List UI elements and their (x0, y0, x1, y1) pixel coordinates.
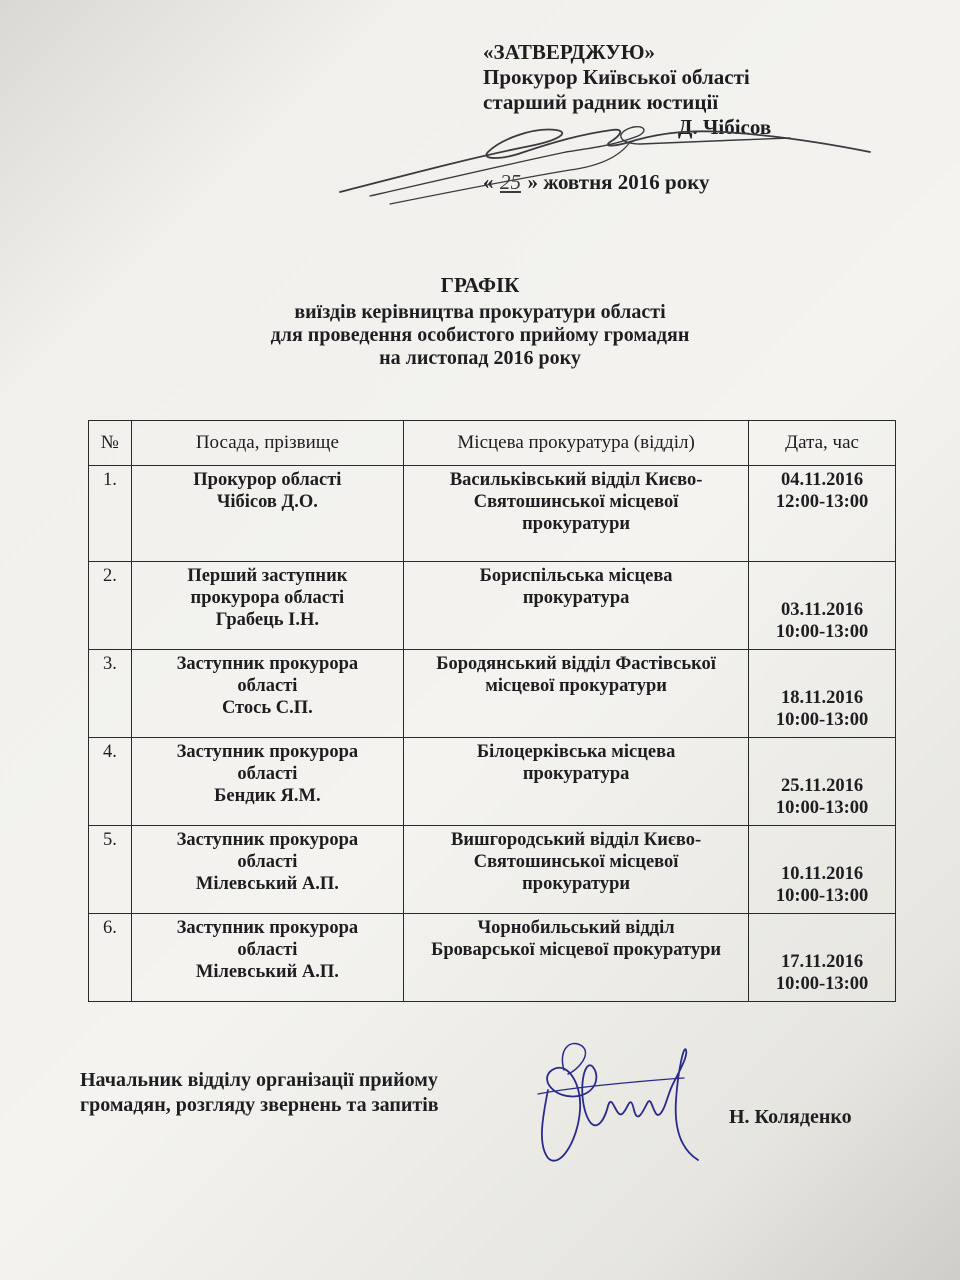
approver-signature (320, 100, 880, 210)
approval-rank: старший радник юстиції (483, 90, 719, 114)
approval-date: « 25 » жовтня 2016 року (483, 170, 710, 194)
row-office: Васильківський відділ Києво- Святошинської місцевої прокуратури (404, 466, 749, 562)
header-date: Дата, час (749, 421, 896, 466)
table-row (89, 826, 896, 914)
title-block (0, 274, 960, 370)
row-datetime: 04.11.2016 12:00-13:00 (749, 466, 896, 562)
footer-signer-name: Н. Коляденко (729, 1106, 852, 1128)
footer-block (80, 1068, 439, 1118)
row-position: Заступник прокурора області Мілевський А.П. (131, 826, 403, 914)
row-office: Бориспільська місцева прокуратура (404, 562, 749, 650)
table-row (89, 650, 896, 738)
approval-date-day: 25 (500, 170, 521, 194)
approval-stamp: «ЗАТВЕРДЖУЮ» (483, 40, 655, 64)
table-row (89, 738, 896, 826)
footer-title-line-1: Начальник відділу організації прийому (80, 1069, 438, 1091)
footer-title-line-2: громадян, розгляду звернень та запитів (80, 1094, 439, 1116)
title-line-3: на листопад 2016 року (379, 347, 581, 369)
row-datetime: 17.11.2016 10:00-13:00 (749, 914, 896, 1002)
header-office: Місцева прокуратура (відділ) (404, 421, 749, 466)
header-position: Посада, прізвище (131, 421, 403, 466)
row-number: 2. (89, 562, 132, 650)
row-office: Бородянський відділ Фастівської місцевої прокуратури (404, 650, 749, 738)
row-number: 4. (89, 738, 132, 826)
header-number: № (89, 421, 132, 466)
row-datetime: 25.11.2016 10:00-13:00 (749, 738, 896, 826)
row-position: Заступник прокурора області Стось С.П. (131, 650, 403, 738)
table-row (89, 562, 896, 650)
row-office: Вишгородський відділ Києво- Святошинської місцевої прокуратури (404, 826, 749, 914)
row-datetime: 03.11.2016 10:00-13:00 (749, 562, 896, 650)
title-line-2: для проведення особистого прийому громадян (270, 324, 690, 346)
row-position: Заступник прокурора області Мілевський А.П. (131, 914, 403, 1002)
row-position: Заступник прокурора області Бендик Я.М. (131, 738, 403, 826)
table-row (89, 466, 896, 562)
approval-position: Прокурор Київської області (483, 65, 750, 89)
head-signature (508, 1030, 708, 1170)
row-position: Прокурор області Чібісов Д.О. (131, 466, 403, 562)
row-number: 3. (89, 650, 132, 738)
document-title: ГРАФІК (440, 273, 520, 297)
approval-signer: Д. Чібісов (678, 115, 772, 139)
row-number: 6. (89, 914, 132, 1002)
row-position: Перший заступник прокурора області Грабець І.Н. (131, 562, 403, 650)
row-office: Чорнобильський відділ Броварської місцевої прокуратури (404, 914, 749, 1002)
row-office: Білоцерківська місцева прокуратура (404, 738, 749, 826)
schedule-table (88, 420, 896, 1002)
row-number: 1. (89, 466, 132, 562)
title-line-1: виїздів керівництва прокуратури області (294, 301, 666, 323)
table-row (89, 914, 896, 1002)
row-number: 5. (89, 826, 132, 914)
row-datetime: 10.11.2016 10:00-13:00 (749, 826, 896, 914)
table-header-row (89, 421, 896, 466)
row-datetime: 18.11.2016 10:00-13:00 (749, 650, 896, 738)
